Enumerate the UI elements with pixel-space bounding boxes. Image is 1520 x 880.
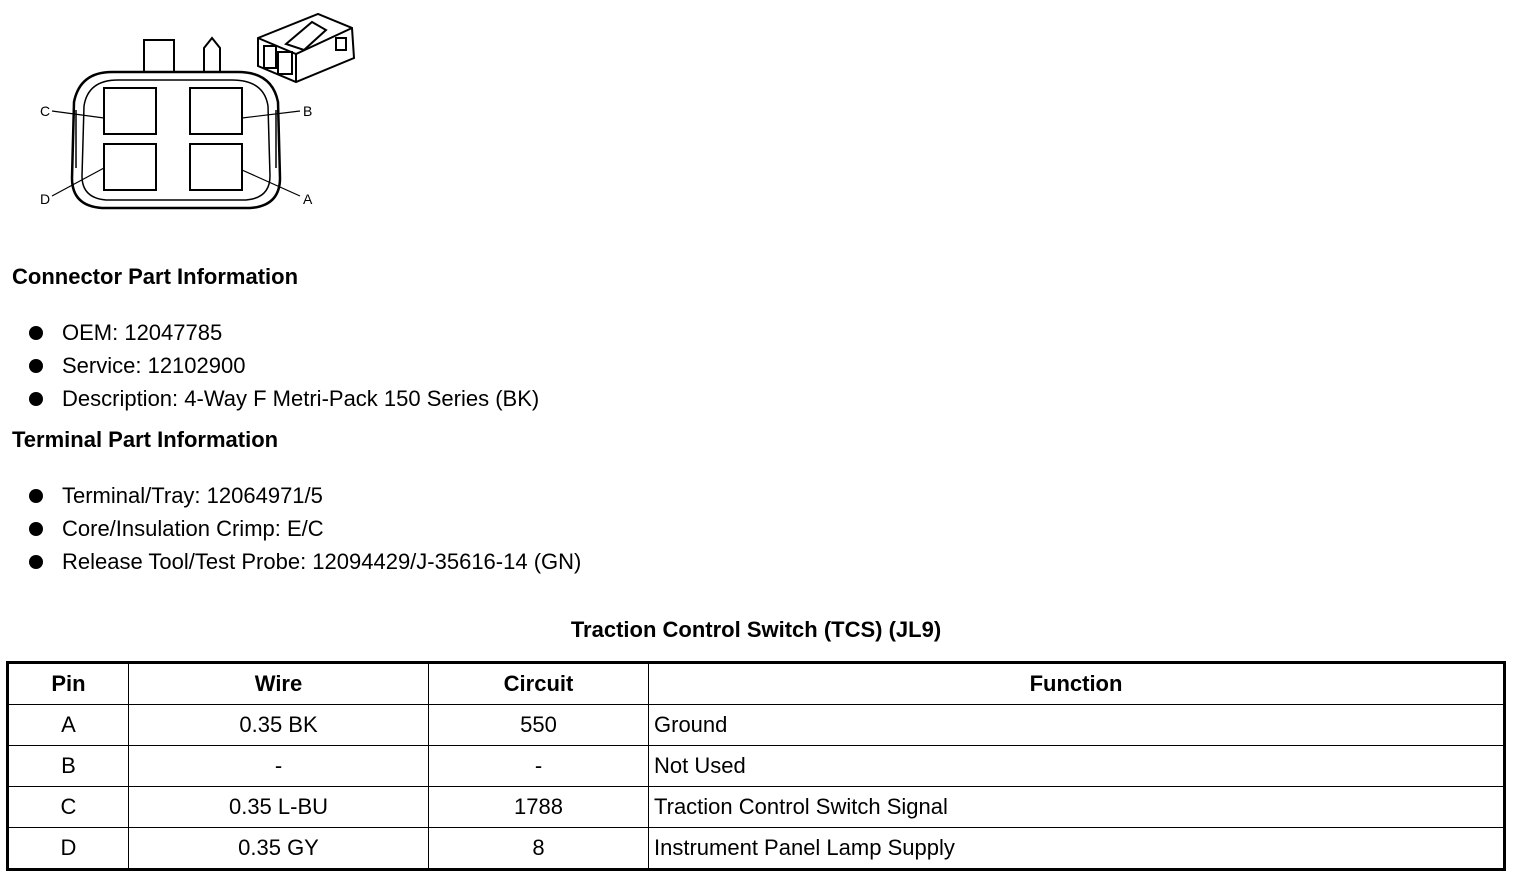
list-item-text: Core/Insulation Crimp: E/C bbox=[62, 516, 324, 541]
bullet-icon bbox=[29, 326, 43, 340]
cell-wire: 0.35 L-BU bbox=[129, 787, 429, 828]
connector-isometric-icon bbox=[258, 14, 354, 82]
bullet-icon bbox=[29, 522, 43, 536]
cell-wire: - bbox=[129, 746, 429, 787]
list-item bbox=[26, 512, 581, 545]
bullet-icon bbox=[29, 489, 43, 503]
table-row bbox=[8, 746, 1505, 787]
list-item-text: Release Tool/Test Probe: 12094429/J-35616-14 (GN) bbox=[62, 549, 582, 574]
pin-label-d: D bbox=[40, 191, 51, 207]
table-row bbox=[8, 828, 1505, 870]
cell-circuit: - bbox=[429, 746, 649, 787]
list-item bbox=[26, 349, 539, 382]
table-header-row bbox=[8, 663, 1505, 705]
cell-pin: A bbox=[8, 705, 129, 746]
cavity-d bbox=[104, 144, 156, 190]
cell-function: Instrument Panel Lamp Supply bbox=[649, 828, 1505, 870]
cell-pin: B bbox=[8, 746, 129, 787]
terminal-info-list bbox=[26, 479, 581, 578]
cell-wire: 0.35 GY bbox=[129, 828, 429, 870]
connector-diagram bbox=[0, 0, 380, 220]
list-item bbox=[26, 382, 539, 415]
bullet-icon bbox=[29, 555, 43, 569]
cell-circuit: 550 bbox=[429, 705, 649, 746]
cell-function: Traction Control Switch Signal bbox=[649, 787, 1505, 828]
cell-circuit: 8 bbox=[429, 828, 649, 870]
list-item-text: Terminal/Tray: 12064971/5 bbox=[62, 483, 323, 508]
cell-pin: C bbox=[8, 787, 129, 828]
pin-table bbox=[6, 661, 1506, 871]
connector-info-list bbox=[26, 316, 539, 415]
list-item bbox=[26, 479, 581, 512]
pin-label-a: A bbox=[303, 191, 313, 207]
column-header-pin: Pin bbox=[8, 663, 129, 705]
cavity-b bbox=[190, 88, 242, 134]
cell-function: Ground bbox=[649, 705, 1505, 746]
list-item bbox=[26, 316, 539, 349]
list-item-text: Description: 4-Way F Metri-Pack 150 Series (BK) bbox=[62, 386, 540, 411]
cell-pin: D bbox=[8, 828, 129, 870]
list-item-text: OEM: 12047785 bbox=[62, 320, 223, 345]
table-row bbox=[8, 787, 1505, 828]
pin-label-b: B bbox=[303, 103, 313, 119]
cavity-a bbox=[190, 144, 242, 190]
connector-info-heading: Connector Part Information bbox=[12, 264, 299, 289]
cavity-c bbox=[104, 88, 156, 134]
column-header-wire: Wire bbox=[129, 663, 429, 705]
cell-function: Not Used bbox=[649, 746, 1505, 787]
column-header-function: Function bbox=[649, 663, 1505, 705]
connector-latch-tab bbox=[144, 40, 174, 72]
cell-circuit: 1788 bbox=[429, 787, 649, 828]
terminal-info-heading: Terminal Part Information bbox=[12, 427, 279, 452]
bullet-icon bbox=[29, 359, 43, 373]
bullet-icon bbox=[29, 392, 43, 406]
pin-label-c: C bbox=[40, 103, 51, 119]
column-header-circuit: Circuit bbox=[429, 663, 649, 705]
table-title: Traction Control Switch (TCS) (JL9) bbox=[570, 617, 942, 642]
cell-wire: 0.35 BK bbox=[129, 705, 429, 746]
list-item bbox=[26, 545, 581, 578]
table-row bbox=[8, 705, 1505, 746]
list-item-text: Service: 12102900 bbox=[62, 353, 246, 378]
